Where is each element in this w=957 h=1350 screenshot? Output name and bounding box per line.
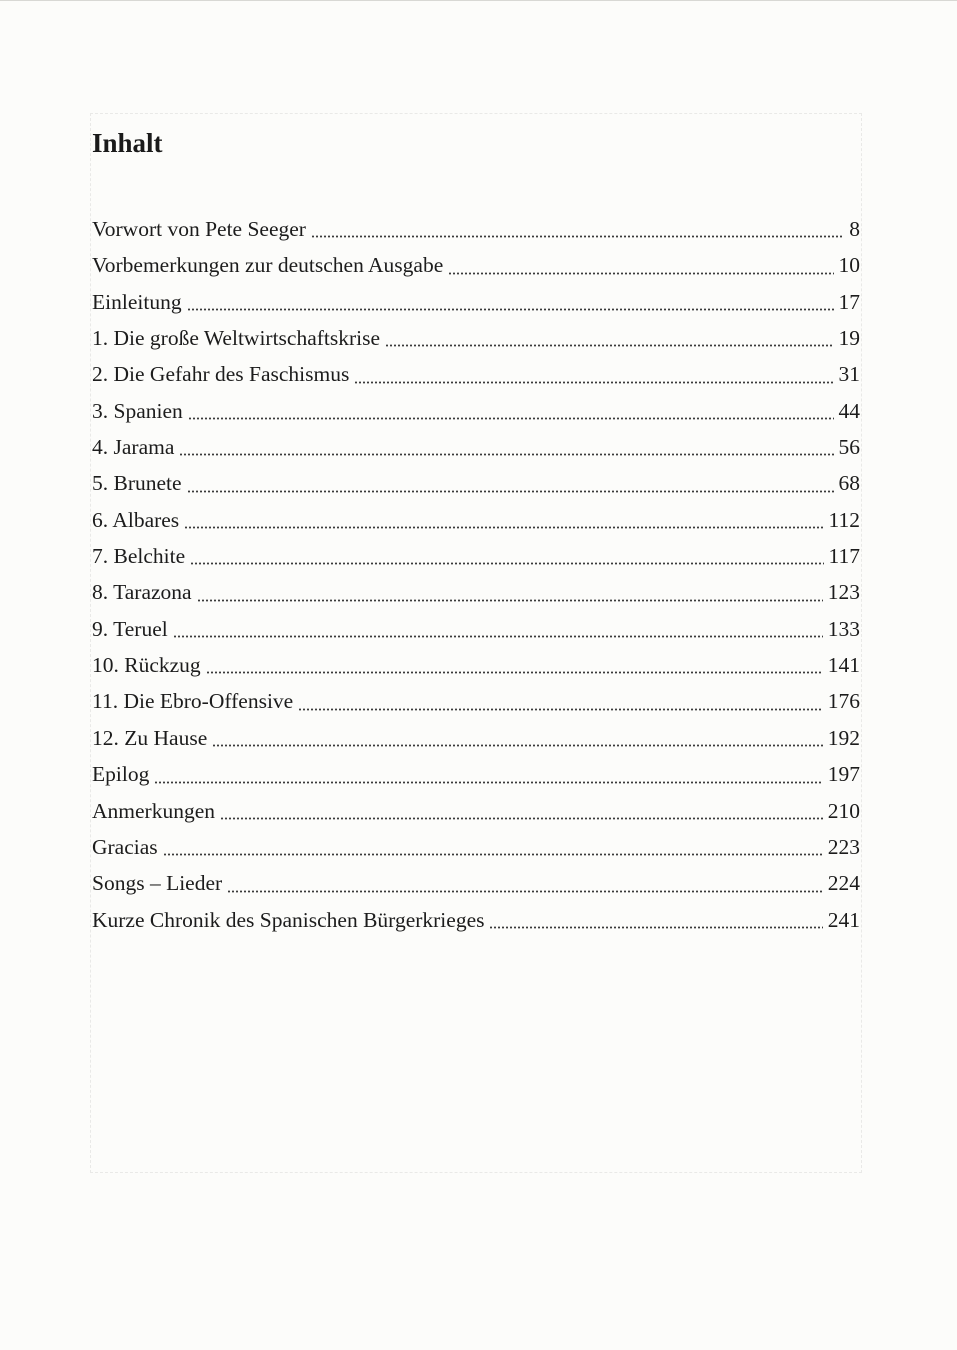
toc-entry <box>92 756 860 792</box>
toc-dot-leader <box>227 873 823 893</box>
toc-entry-page: 141 <box>827 653 860 678</box>
toc-entry-title: 2. Die Gefahr des Faschismus <box>92 362 350 387</box>
toc-entry <box>92 356 860 392</box>
toc-entry <box>92 574 860 610</box>
toc-entry <box>92 465 860 501</box>
page-title: Inhalt <box>92 128 163 158</box>
toc-entry <box>92 393 860 429</box>
toc-entry <box>92 683 860 719</box>
toc-entry-page: 117 <box>828 544 860 569</box>
toc-entry-title: Epilog <box>92 762 150 787</box>
toc-entry-page: 56 <box>838 435 860 460</box>
toc-entry <box>92 611 860 647</box>
toc-dot-leader <box>206 654 823 674</box>
toc-dot-leader <box>179 436 833 456</box>
toc-entry-page: 8 <box>849 217 860 241</box>
toc-entry <box>92 865 860 901</box>
toc-entry-title: Einleitung <box>92 289 182 314</box>
toc-dot-leader <box>220 800 823 820</box>
toc-dot-leader <box>354 364 833 384</box>
toc-entry-title: 5. Brunete <box>92 471 182 496</box>
toc-entry-page: 19 <box>838 326 860 351</box>
toc-entry-page: 176 <box>827 689 860 714</box>
toc-dot-leader <box>188 400 834 420</box>
toc-entry <box>92 720 860 756</box>
toc-dot-leader <box>197 582 823 602</box>
toc-entry <box>92 211 860 247</box>
toc-entry <box>92 793 860 829</box>
toc-entry <box>92 902 860 938</box>
toc-entry-title: 8. Tarazona <box>92 580 192 605</box>
toc-dot-leader <box>311 218 844 238</box>
toc-dot-leader <box>298 691 823 711</box>
toc-entry-page: 241 <box>827 907 860 932</box>
toc-entry-title: 9. Teruel <box>92 616 168 641</box>
toc-entry-page: 210 <box>827 798 860 823</box>
toc-entry-page: 68 <box>838 471 860 496</box>
toc-entry <box>92 829 860 865</box>
toc-entry-title: Vorwort von Pete Seeger <box>92 217 306 241</box>
toc-entry-page: 17 <box>838 289 860 314</box>
toc-entry-title: Gracias <box>92 834 158 859</box>
toc-dot-leader <box>212 727 823 747</box>
toc-dot-leader <box>448 255 833 275</box>
toc-entry-title: 1. Die große Weltwirtschaftskrise <box>92 326 381 351</box>
toc-entry <box>92 284 860 320</box>
toc-entry-page: 133 <box>827 616 860 641</box>
toc-entry-page: 192 <box>827 725 860 750</box>
toc-dot-leader <box>187 291 834 311</box>
toc-entry-page: 44 <box>838 398 860 423</box>
toc-entry-title: Songs – Lieder <box>92 871 223 896</box>
toc-entry-page: 223 <box>827 834 860 859</box>
toc-entry <box>92 247 860 283</box>
table-of-contents <box>92 211 860 938</box>
toc-dot-leader <box>190 545 823 565</box>
toc-entry <box>92 647 860 683</box>
toc-entry-title: 11. Die Ebro-Offensive <box>92 689 294 714</box>
toc-entry <box>92 429 860 465</box>
toc-dot-leader <box>489 909 822 929</box>
toc-entry <box>92 538 860 574</box>
toc-dot-leader <box>163 836 823 856</box>
toc-entry-title: 4. Jarama <box>92 435 175 460</box>
toc-dot-leader <box>187 473 834 493</box>
toc-entry-title: 10. Rückzug <box>92 653 201 678</box>
toc-entry <box>92 320 860 356</box>
toc-entry-title: Anmerkungen <box>92 798 215 823</box>
toc-entry-page: 197 <box>827 762 860 787</box>
toc-entry-page: 10 <box>838 253 860 278</box>
toc-entry-page: 123 <box>827 580 860 605</box>
toc-entry <box>92 502 860 538</box>
toc-entry-page: 31 <box>838 362 860 387</box>
toc-dot-leader <box>184 509 823 529</box>
toc-entry-title: Kurze Chronik des Spanischen Bürgerkrieges <box>92 907 485 932</box>
toc-dot-leader <box>173 618 823 638</box>
toc-entry-page: 112 <box>828 507 860 532</box>
toc-dot-leader <box>385 327 833 347</box>
toc-entry-title: Vorbemerkungen zur deutschen Ausgabe <box>92 253 444 278</box>
toc-dot-leader <box>154 764 822 784</box>
toc-entry-title: 7. Belchite <box>92 544 186 569</box>
toc-entry-title: 12. Zu Hause <box>92 725 208 750</box>
toc-entry-title: 3. Spanien <box>92 398 183 423</box>
toc-entry-page: 224 <box>827 871 860 896</box>
toc-entry-title: 6. Albares <box>92 507 180 532</box>
